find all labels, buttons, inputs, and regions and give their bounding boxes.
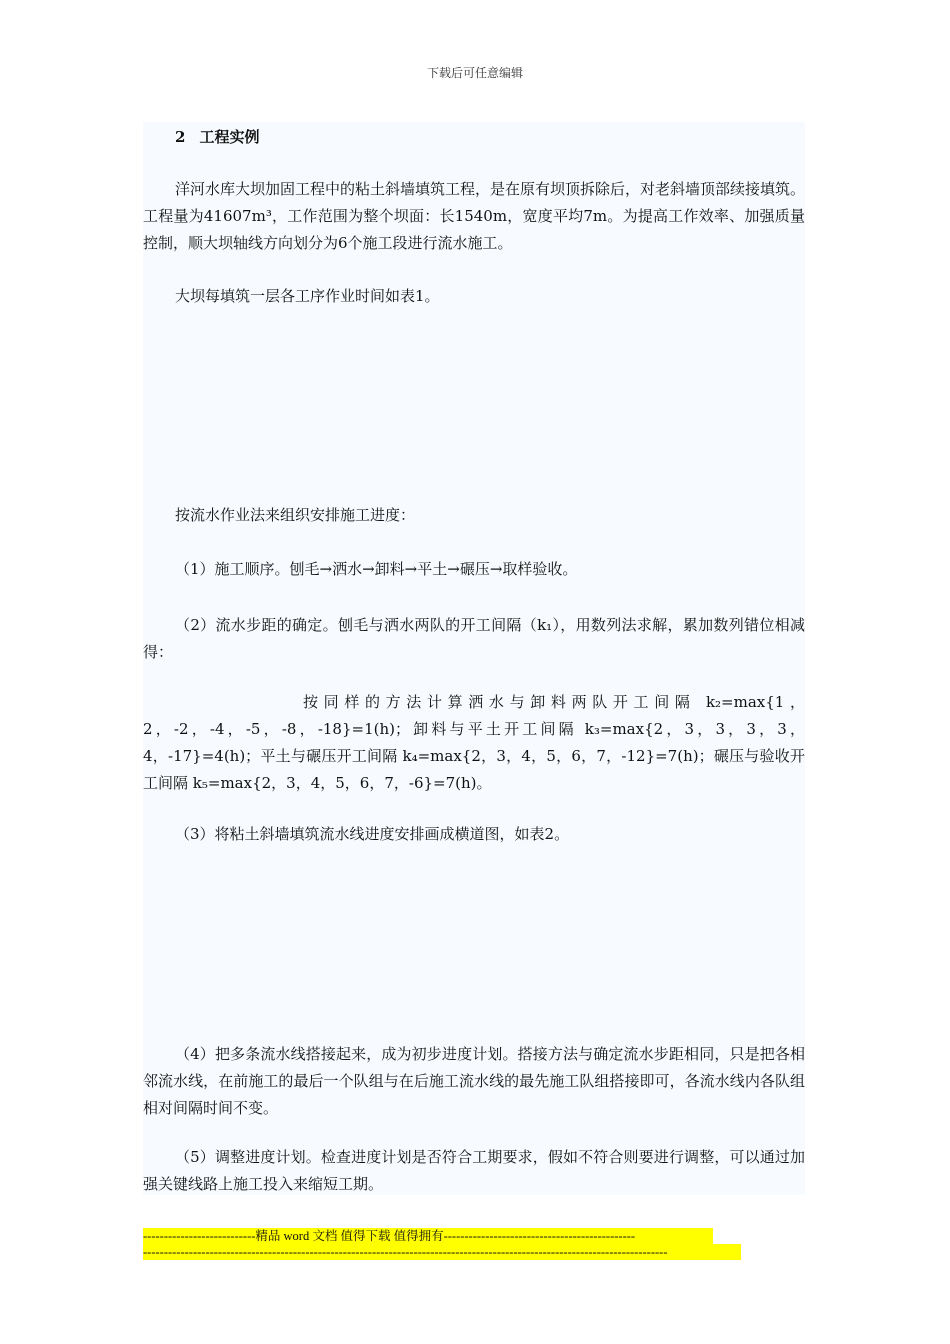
footer-rule: ------------------------------------------------------------------------------------------------------------------------------ — [143, 1244, 741, 1260]
paragraph-calculation: 按同样的方法计算洒水与卸料两队开工间隔 k₂=max{1，2，-2，-4，-5，-8，-18}=1(h)；卸料与平土开工间隔 k₃=max{2，3，3，3，3，4，-17}=4(h)；平土与碾压开工间隔 k₄=max{2，3，4，5，6，7，-12}=7(h)；碾压与验收开工间隔 k₅=max{2，3，4，5，6，7，-6}=7(h)。 — [143, 693, 805, 792]
paragraph-step4: （4）把多条流水线搭接起来，成为初步进度计划。搭接方法与确定流水步距相同，只是把各相邻流水线，在前施工的最后一个队组与在后施工流水线的最先施工队组搭接即可，各流水线内各队组相对间隔时间不变。 — [143, 1045, 805, 1117]
paragraph-step1: （1）施工顺序。刨毛→洒水→卸料→平土→碾压→取样验收。 — [175, 560, 578, 578]
paragraph-step3: （3）将粘土斜墙填筑流水线进度安排画成横道图，如表2。 — [175, 825, 570, 843]
paragraph-step5: （5）调整进度计划。检查进度计划是否符合工期要求，假如不符合则要进行调整，可以通过加强关键线路上施工投入来缩短工期。 — [143, 1148, 805, 1193]
footer-banner: ---------------------------精品 word 文档 值得下载 值得拥有---------------------------------------------- — [143, 1228, 713, 1244]
section-heading — [175, 124, 837, 151]
page-footer — [143, 1228, 741, 1260]
paragraph-project-intro: 洋河水库大坝加固工程中的粘土斜墙填筑工程，是在原有坝顶拆除后，对老斜墙顶部续接填筑。工程量为41607m³，工作范围为整个坝面：长1540m，宽度平均7m。为提高工作效率、加强质量控制，顺大坝轴线方向划分为6个施工段进行流水施工。 — [143, 180, 806, 252]
paragraph-method: 按流水作业法来组织安排施工进度： — [175, 506, 416, 524]
page-header: 下载后可任意编辑 — [426, 66, 523, 80]
paragraph-step2: （2）流水步距的确定。刨毛与洒水两队的开工间隔（k₁），用数列法求解，累加数列错位相减得： — [143, 616, 805, 661]
section-title: 工程实例 — [199, 128, 260, 146]
section-number: 2 — [175, 128, 186, 146]
paragraph-table1-ref: 大坝每填筑一层各工序作业时间如表1。 — [175, 287, 440, 305]
document-body — [143, 122, 805, 1195]
